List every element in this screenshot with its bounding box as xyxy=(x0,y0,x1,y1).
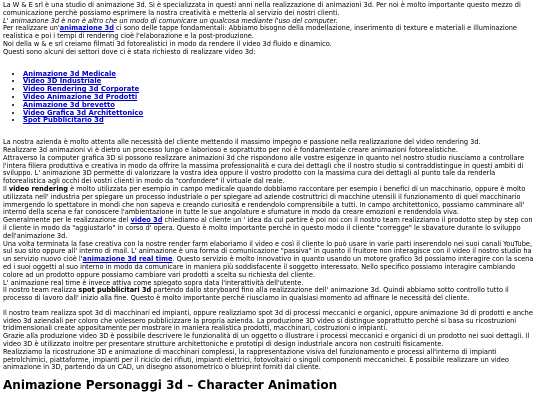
body-paragraph: Una volta terminata la fase creativa con la nostre render farm elaboriamo il video e così il cliente lo può usare in varie parti inserendolo nei suoi canali YouTube, sul suo sito oppure all' interno di mail. L' animazione è una forma di comunicazione "passiva" in quanto il fruitore non interagisce con il video il nostro studio ha un servizio nuovo cioè l'animazione 3d real time. Questo servizio è molto innovativo in quanto usando un motore grafico 3d possiamo interagire con la scena ed i suoi oggetti al suo interno in modo da comunicare in maniera più soddisfacente il soggetto interessato. Nello specifico possiamo interagire cambiando colore ad un prodotto oppure possiamo cambiare vari prodotti a scelta su richiesta del cliente. xyxy=(3,239,534,279)
intro-definition-text: L' animazione 3d è non è altro che un modo di comunicare un qualcosa mediante l'uso del computer. xyxy=(3,16,338,25)
service-link-medicale[interactable]: Animazione 3d Medicale xyxy=(23,69,116,78)
body-paragraph: Il nostro team realizza spot 3d di macchinari ed impianti, oppure realizziamo spot 3d di processi meccanici e organici, oppure animazione 3d di prodotti e anche video 3d aziendali per coloro che volessero pubblicizzare la propria azienda. La produzione 3D video si distingue soprattutto perché si basa su ricostruzioni tridimensionali create appositamente per mostrare in maniera realistica prodotti, macchinari, costruzioni o impianti. xyxy=(3,308,533,333)
spot-pubblicitari-bold: spot pubblicitari 3d xyxy=(78,286,152,295)
body-paragraph: Realizziamo la ricostruzione 3D e animazione di macchinari complessi, la rappresentazione visiva del funzionamento e processi all'interno di impianti petrolchimici, piattaforme, impianti per il riciclo dei rifiuti, impianti elettrici, fotovoltaici o singoli componenti meccanichei. È possibile realizzare un video animazione in 3D, partendo da un CAD, un disegno assonometrico o blueprint forniti dal cliente. xyxy=(3,347,509,372)
body-paragraph: Il nostro team realizza spot pubblicitari 3d partendo dallo storyboard fino alla realizzazione dell' animazione 3d. Quindi abbiamo sotto controllo tutto il processo di lavoro dall' inizio alla fine. Questo è molto importante perché riusciamo in qualsiasi momento ad affinare le necessità del cliente. xyxy=(3,286,509,303)
service-link-prodotti[interactable]: Video Animazione 3d Prodotti xyxy=(23,92,138,101)
service-link-industriale[interactable]: Video 3D Industriale xyxy=(23,77,102,86)
video-rendering-bold: video rendering xyxy=(8,184,68,193)
animazione-3d-link[interactable]: animazione 3d xyxy=(59,24,114,33)
service-link-architettonico[interactable]: Video Grafica 3d Architettonico xyxy=(23,108,144,117)
body-paragraph: L' animazione real time è invece attiva come spiegato sopra data l'interattività dell'utente. xyxy=(3,278,304,287)
intro-sectors: Questi sono alcuni dei settori dove ci è stata richiesto di realizzare video 3d: xyxy=(3,47,256,56)
services-list xyxy=(3,71,537,126)
animazione-real-time-link[interactable]: animazione 3d real time xyxy=(82,255,173,264)
services-list-item xyxy=(23,117,537,125)
intro-steps: Per realizzare un'animazione 3d ci sono delle tappe fondamentali: Abbiamo bisogno della modellazione, inserimento di texture e materiali e illuminazione realistica e poi i tempi di rendering cioè l'elaborazione e la post-produzione. xyxy=(3,24,517,41)
body-paragraph: Generalmente per le realizzazione del video 3d chiediamo al cliente un ' idea da cui partire è poi noi con il nostro team realizziamo il prodotto step by step con il cliente in modo da "aggiustarlo" in corso d' opera. Questo è molto importante perchè in questo modo il cliente "corregge" le sbavature durante lo sviluppo dell'animazione 3d. xyxy=(3,216,533,240)
body-paragraph: Il video rendering è molto utilizzata per esempio in campo medicale quando dobbiamo raccontare per esempio i benefici di un macchinario, oppure è molto utilizzata nell' industria per spiegare un processo industriale o per spiegare ad aziende costruttrici di macchine utensili il funzionamento di quel macchinario immergendo lo spettatore in mondi che non sapeva e creando curiosità e rendendolo comprensibile a tutti. In campo architettonico, possiamo camminare all' interno della scena e far conoscere l'ambientazione in tutte le sue angolature e sfumature in modo da creare emozioni e rendendola viva. xyxy=(3,184,526,217)
service-link-brevetto[interactable]: Animazione 3d brevetto xyxy=(23,100,115,109)
body-paragraph: Grazie alla produzione video 3D è possibile descrivere le funzionalità di un oggetto o illustrare i processi meccanici e organici di un prodotto nei suoi dettagli. Il video 3D è utilizzato inoltre per presentare strutture architettoniche e prototipi di design industriale ancora non costruiti fisicamente. xyxy=(3,332,530,349)
service-link-corporate[interactable]: Video Rendering 3d Corporate xyxy=(23,85,140,94)
intro-company: Noi della w & e srl creiamo filmati 3d fotorealistici in modo da rendere il video 3d fluido e dinamico. xyxy=(3,39,332,48)
intro-paragraph: La W & E srl è una studio di animazione 3d. Si è specializzata in questi anni nella realizzazione di animazioni 3d. Per noi è molto importante questo mezzo di comunicazione perchè possiamo esprimere la nostra creatività e metterla al servizio dei nostri clienti. xyxy=(3,1,521,17)
section-heading: Animazione Personaggi 3d – Character Animation xyxy=(3,378,338,393)
body-paragraph: La nostra azienda è molto attenta alle necessità del cliente mettendo il massimo impegno e passione nella realizzazione del video rendering 3d. xyxy=(3,138,481,147)
body-paragraph: Attraverso la computer grafica 3D si possono realizzare animazioni 3d che rispondono alle vostre esigenze in quanto nel nostro studio riusciamo a controllare l'intera filiera produttiva e creativa in modo da offrire la massima professionalità e cura dei dettagli che il nostro studio si contraddistingue in questi ambiti di sviluppo. L' animazione 3D permette di valorizzare la vostra idea oppure il vostro prodotto con la massima cura dei dettagli al punto tale da renderla fotorealistica agli occhi dei vostri clienti in modo da "confondere" il virtuale dal reale. xyxy=(3,153,525,186)
video-3d-link[interactable]: video 3d xyxy=(130,216,163,225)
body-paragraph: Realizzare 3d animazioni vi è dietro un processo lungo e laborioso e soprattutto per noi è fondamentale creare animazioni fotorealistiche. xyxy=(3,145,458,154)
service-link-spot[interactable]: Spot Pubblicitario 3d xyxy=(23,116,104,125)
